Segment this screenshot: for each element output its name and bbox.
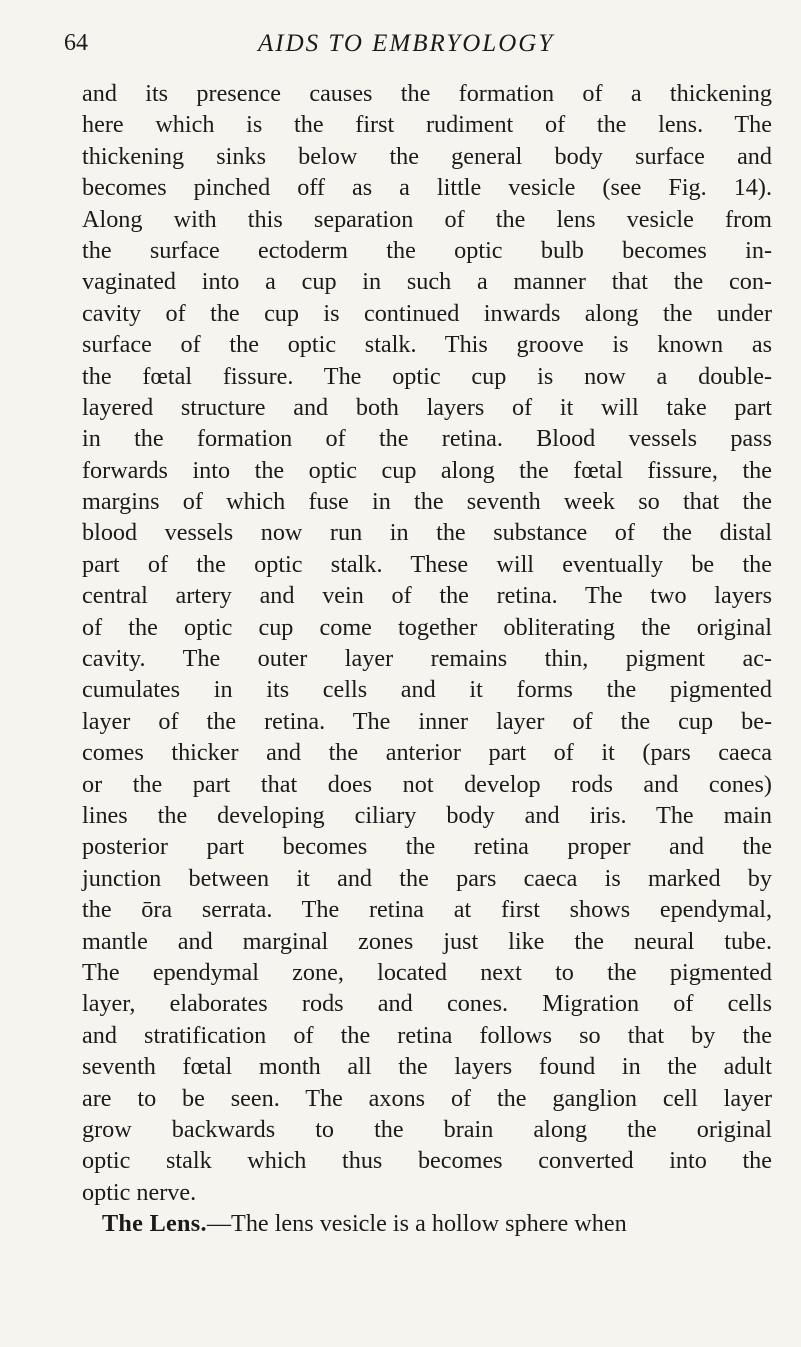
text-line: becomes pinched off as a little vesicle (see Fig. 14).: [82, 174, 772, 202]
page-number: 64: [64, 30, 88, 56]
text-line: Along with this separation of the lens vesicle from: [82, 205, 772, 233]
text-line: seventh fœtal month all the layers found in the adult: [82, 1053, 772, 1081]
text-line: cavity. The outer layer remains thin, pigment ac-: [82, 645, 772, 673]
running-title: AIDS TO EMBRYOLOGY: [258, 30, 555, 57]
running-head: [64, 30, 764, 64]
text-line: and its presence causes the formation of a thickening: [82, 80, 772, 107]
section-start: [82, 1208, 772, 1239]
text-line: the fœtal fissure. The optic cup is now a double-: [82, 362, 772, 390]
body-text: [82, 78, 772, 1239]
text-line: optic stalk which thus becomes converted into the: [82, 1147, 772, 1175]
text-line: The ependymal zone, located next to the pigmented: [82, 958, 772, 986]
text-line: layer, elaborates rods and cones. Migration of cells: [82, 990, 772, 1018]
text-line: forwards into the optic cup along the fœtal fissure, the: [82, 456, 772, 484]
text-line: central artery and vein of the retina. The two layers: [82, 582, 772, 610]
section-heading: The Lens.: [102, 1210, 207, 1238]
text-line: in the formation of the retina. Blood vessels pass: [82, 425, 772, 453]
text-line: here which is the first rudiment of the lens. The: [82, 111, 772, 139]
text-line: of the optic cup come together obliterating the original: [82, 613, 772, 641]
text-line: vaginated into a cup in such a manner that the con-: [82, 268, 772, 296]
text-line: part of the optic stalk. These will eventually be the: [82, 550, 772, 578]
section-text: —The lens vesicle is a hollow sphere when: [206, 1210, 627, 1238]
text-line: layered structure and both layers of it will take part: [82, 393, 772, 421]
text-line: the surface ectoderm the optic bulb becomes in-: [82, 236, 772, 264]
text-line: margins of which fuse in the seventh week so that the: [82, 488, 772, 516]
text-line: the ōra serrata. The retina at first shows ependymal,: [82, 896, 772, 924]
text-line: and stratification of the retina follows so that by the: [82, 1021, 772, 1049]
text-line: posterior part becomes the retina proper and the: [82, 833, 772, 861]
text-line: surface of the optic stalk. This groove is known as: [82, 331, 772, 359]
text-line: are to be seen. The axons of the ganglion cell layer: [82, 1084, 772, 1112]
text-line: grow backwards to the brain along the original: [82, 1115, 772, 1143]
text-line: layer of the retina. The inner layer of the cup be-: [82, 707, 772, 735]
text-line: cavity of the cup is continued inwards along the under: [82, 299, 772, 327]
text-line: cumulates in its cells and it forms the pigmented: [82, 676, 772, 704]
text-line: or the part that does not develop rods and cones): [82, 770, 772, 798]
text-line: comes thicker and the anterior part of it (pars caeca: [82, 739, 772, 767]
text-line: junction between it and the pars caeca is marked by: [82, 864, 772, 892]
text-line: optic nerve.: [82, 1178, 197, 1206]
text-line: lines the developing ciliary body and iris. The main: [82, 801, 772, 829]
text-line: blood vessels now run in the substance of the distal: [82, 519, 772, 547]
text-line: mantle and marginal zones just like the neural tube.: [82, 927, 772, 955]
text-line: thickening sinks below the general body surface and: [82, 142, 772, 170]
